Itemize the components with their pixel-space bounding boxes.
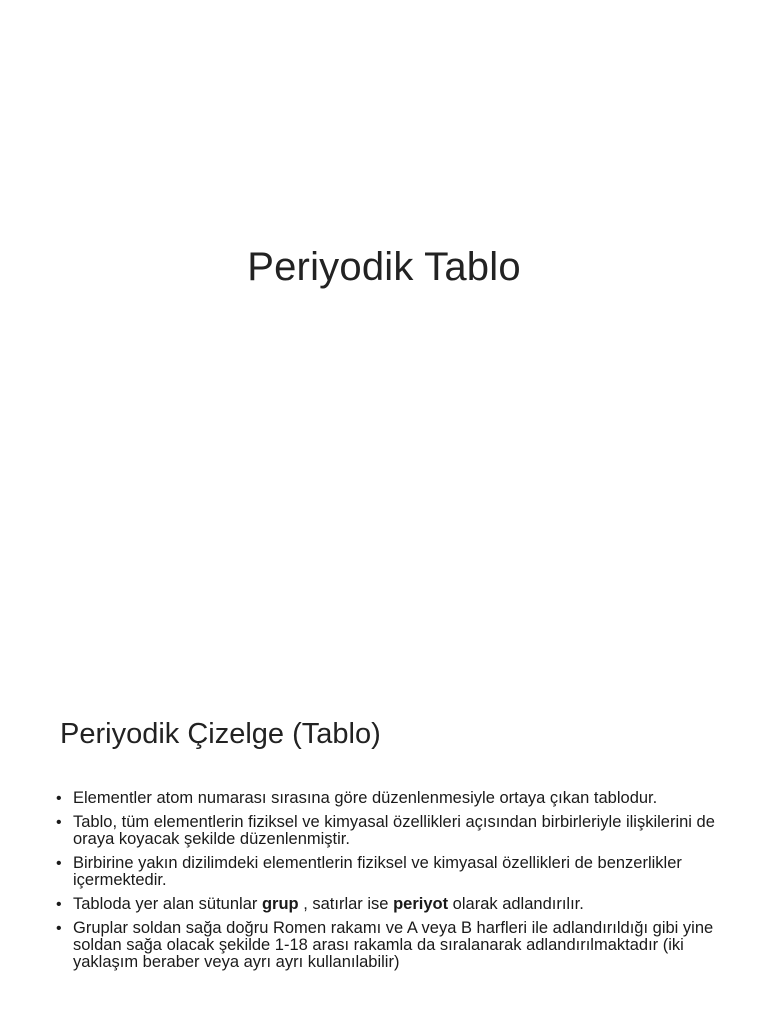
bullet-marker: • (56, 896, 62, 913)
bullet-marker: • (56, 814, 62, 831)
bullet-item (56, 814, 724, 848)
bullet-term-periyot: periyot (393, 895, 449, 913)
bullet-text: Gruplar soldan sağa doğru Romen rakamı ve A veya B harfleri ile adlandırıldığı gibi yine soldan sağa olacak şekilde 1-18 arası rakamla da sıralanarak adlandırılmaktadır (iki yaklaşım beraber veya ayrı ayrı kullanılabilir) (73, 919, 714, 971)
bullet-text-part: , satırlar ise (298, 895, 394, 913)
bullet-list (56, 790, 724, 978)
bullet-marker: • (56, 855, 62, 872)
bullet-item (56, 855, 724, 889)
bullet-item (56, 790, 724, 807)
bullet-item (56, 920, 724, 971)
bullet-marker: • (56, 920, 62, 937)
bullet-text: Elementler atom numarası sırasına göre düzenlenmesiyle ortaya çıkan tablodur. (73, 789, 658, 807)
bullet-text-part: olarak adlandırılır. (448, 895, 584, 913)
bullet-item (56, 896, 724, 913)
title-slide-heading: Periyodik Tablo (247, 245, 521, 289)
bullet-text: Birbirine yakın dizilimdeki elementlerin fiziksel ve kimyasal özellikleri de benzerlikler içermektedir. (73, 854, 682, 889)
bullet-marker: • (56, 790, 62, 807)
bullet-term-grup: grup (261, 895, 299, 913)
content-slide-heading: Periyodik Çizelge (Tablo) (60, 718, 381, 750)
bullet-text-part: Tabloda yer alan sütunlar (73, 895, 262, 913)
bullet-text: Tablo, tüm elementlerin fiziksel ve kimyasal özellikleri açısından birbirleriyle ilişkilerini de oraya koyacak şekilde düzenlenmiştir. (73, 813, 715, 848)
content-slide (0, 576, 768, 1024)
